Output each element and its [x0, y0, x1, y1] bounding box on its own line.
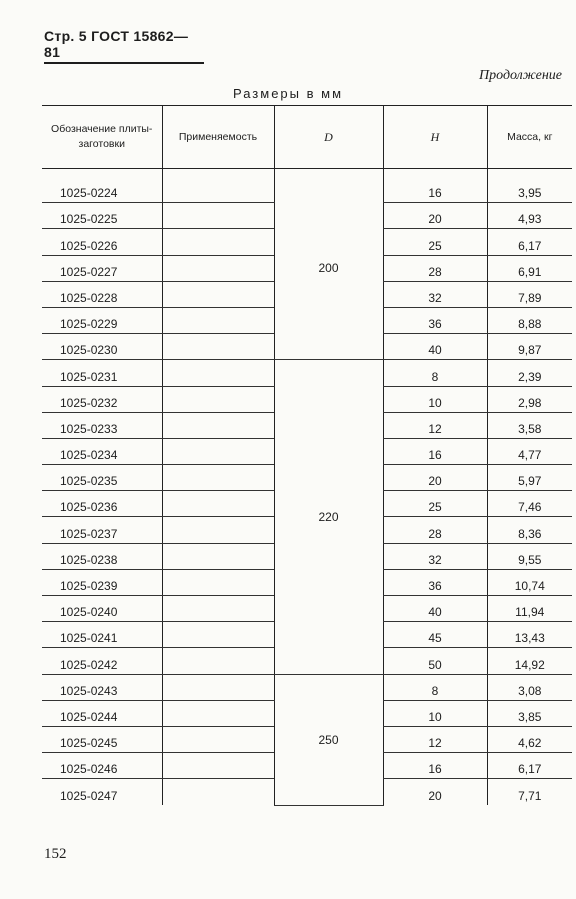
- mass-cell: 13,43: [487, 622, 572, 648]
- designation-cell: 1025-0224: [42, 177, 162, 203]
- mass-cell: 6,17: [487, 753, 572, 779]
- applicability-cell: [162, 386, 274, 412]
- table-body: [42, 169, 572, 806]
- designation-cell: 1025-0235: [42, 465, 162, 491]
- height-cell: 32: [383, 543, 487, 569]
- mass-cell: 3,08: [487, 674, 572, 700]
- mass-cell: 8,36: [487, 517, 572, 543]
- height-cell: 40: [383, 596, 487, 622]
- height-cell: 28: [383, 255, 487, 281]
- designation-cell: 1025-0240: [42, 596, 162, 622]
- height-cell: 40: [383, 334, 487, 360]
- applicability-cell: [162, 255, 274, 281]
- spacer-row: [42, 169, 572, 177]
- applicability-cell: [162, 360, 274, 386]
- mass-cell: 3,85: [487, 700, 572, 726]
- col-mass-header: Масса, кг: [487, 106, 572, 169]
- mass-cell: 5,97: [487, 465, 572, 491]
- height-cell: 36: [383, 569, 487, 595]
- applicability-cell: [162, 334, 274, 360]
- diameter-cell: 250: [274, 674, 383, 805]
- continuation-label: Продолжение: [479, 68, 562, 83]
- applicability-cell: [162, 753, 274, 779]
- mass-cell: 7,46: [487, 491, 572, 517]
- height-cell: 8: [383, 360, 487, 386]
- height-cell: 8: [383, 674, 487, 700]
- mass-cell: 8,88: [487, 307, 572, 333]
- applicability-cell: [162, 674, 274, 700]
- designation-cell: 1025-0245: [42, 726, 162, 752]
- mass-cell: 7,89: [487, 281, 572, 307]
- mass-cell: 7,71: [487, 779, 572, 805]
- table-row: [42, 360, 572, 386]
- applicability-cell: [162, 491, 274, 517]
- col-height-header: H: [383, 106, 487, 169]
- mass-cell: 3,95: [487, 177, 572, 203]
- designation-cell: 1025-0225: [42, 203, 162, 229]
- applicability-cell: [162, 177, 274, 203]
- applicability-cell: [162, 622, 274, 648]
- height-cell: 10: [383, 386, 487, 412]
- diameter-cell: 200: [274, 177, 383, 360]
- table-caption: Размеры в мм: [232, 86, 344, 101]
- mass-cell: 4,77: [487, 438, 572, 464]
- mass-cell: 3,58: [487, 412, 572, 438]
- applicability-cell: [162, 700, 274, 726]
- height-cell: 16: [383, 438, 487, 464]
- designation-cell: 1025-0233: [42, 412, 162, 438]
- designation-cell: 1025-0231: [42, 360, 162, 386]
- applicability-cell: [162, 307, 274, 333]
- spacer-cell: [487, 169, 572, 177]
- mass-cell: 6,91: [487, 255, 572, 281]
- designation-cell: 1025-0242: [42, 648, 162, 674]
- applicability-cell: [162, 412, 274, 438]
- height-cell: 36: [383, 307, 487, 333]
- height-cell: 32: [383, 281, 487, 307]
- diameter-cell: 220: [274, 360, 383, 674]
- mass-cell: 2,39: [487, 360, 572, 386]
- designation-cell: 1025-0241: [42, 622, 162, 648]
- height-cell: 20: [383, 779, 487, 805]
- designation-cell: 1025-0228: [42, 281, 162, 307]
- height-cell: 16: [383, 753, 487, 779]
- designation-cell: 1025-0238: [42, 543, 162, 569]
- col-designation-header: Обозначение плиты-заготовки: [42, 106, 162, 169]
- designation-cell: 1025-0239: [42, 569, 162, 595]
- designation-cell: 1025-0247: [60, 789, 118, 803]
- applicability-cell: [162, 779, 274, 805]
- height-cell: 50: [383, 648, 487, 674]
- col-diameter-header: D: [274, 106, 383, 169]
- running-head: Стр. 5 ГОСТ 15862—81: [44, 28, 204, 64]
- spacer-cell: [274, 169, 383, 177]
- designation-cell: 1025-0237: [42, 517, 162, 543]
- applicability-cell: [162, 596, 274, 622]
- height-cell: 12: [383, 726, 487, 752]
- applicability-cell: [162, 229, 274, 255]
- height-cell: 20: [383, 203, 487, 229]
- height-cell: 10: [383, 700, 487, 726]
- designation-cell: 1025-0232: [42, 386, 162, 412]
- applicability-cell: [162, 203, 274, 229]
- spacer-cell: [162, 169, 274, 177]
- designation-cell: 1025-0244: [42, 700, 162, 726]
- col-applicability-header: Применяемость: [162, 106, 274, 169]
- applicability-cell: [162, 569, 274, 595]
- height-cell: 28: [383, 517, 487, 543]
- mass-cell: 9,87: [487, 334, 572, 360]
- applicability-cell: [162, 726, 274, 752]
- designation-cell: 1025-0229: [42, 307, 162, 333]
- height-cell: 25: [383, 491, 487, 517]
- designation-cell: 1025-0226: [42, 229, 162, 255]
- mass-cell: 6,17: [487, 229, 572, 255]
- mass-cell: 11,94: [487, 596, 572, 622]
- page-number: 152: [44, 846, 67, 862]
- mass-cell: 10,74: [487, 569, 572, 595]
- applicability-cell: [162, 281, 274, 307]
- table-row: [42, 177, 572, 203]
- dimensions-table: [42, 105, 572, 806]
- designation-cell: 1025-0236: [42, 491, 162, 517]
- applicability-cell: [162, 648, 274, 674]
- designation-cell: 1025-0246: [42, 753, 162, 779]
- height-cell: 16: [383, 177, 487, 203]
- designation-cell: 1025-0243: [42, 674, 162, 700]
- height-cell: 25: [383, 229, 487, 255]
- spacer-cell: [42, 169, 162, 177]
- designation-cell: 1025-0230: [42, 334, 162, 360]
- height-cell: 45: [383, 622, 487, 648]
- table-row: [42, 674, 572, 700]
- designation-cell: 1025-0234: [42, 438, 162, 464]
- spacer-cell: [383, 169, 487, 177]
- table-header-row: [42, 106, 572, 169]
- mass-cell: 2,98: [487, 386, 572, 412]
- applicability-cell: [162, 438, 274, 464]
- mass-cell: 14,92: [487, 648, 572, 674]
- mass-cell: 4,93: [487, 203, 572, 229]
- applicability-cell: [162, 465, 274, 491]
- applicability-cell: [162, 543, 274, 569]
- mass-cell: 9,55: [487, 543, 572, 569]
- designation-cell: 1025-0227: [42, 255, 162, 281]
- height-cell: 12: [383, 412, 487, 438]
- applicability-cell: [162, 517, 274, 543]
- height-cell: 20: [383, 465, 487, 491]
- mass-cell: 4,62: [487, 726, 572, 752]
